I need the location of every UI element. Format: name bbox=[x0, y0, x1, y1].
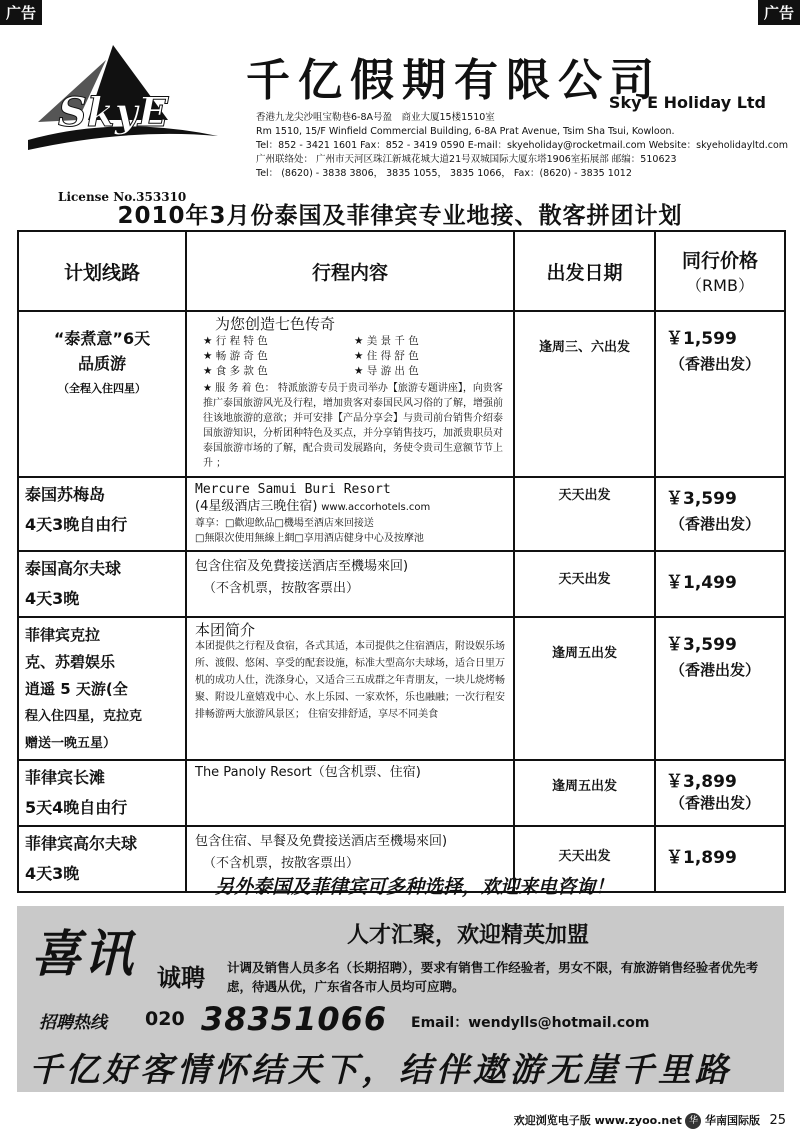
hiring-label: 诚聘 bbox=[157, 964, 205, 992]
price-cell bbox=[655, 617, 785, 760]
date-cell: 天天出发 bbox=[514, 551, 655, 617]
company-name-cn: 千亿假期有限公司 bbox=[246, 55, 662, 106]
company-address bbox=[256, 111, 788, 181]
perks-line: 尊享：□歡迎飲品□機場至酒店來回接送 bbox=[195, 518, 374, 529]
hotel-url: www.accorhotels.com bbox=[321, 502, 431, 513]
route-cell bbox=[18, 826, 186, 892]
route-line: 逍遥 5 天游(全 bbox=[25, 680, 128, 698]
header-price-label: 同行价格 bbox=[681, 250, 758, 272]
route-line: “泰煮意”6天 bbox=[53, 329, 151, 348]
address-line: Tel：852 - 3421 1601 Fax：852 - 3419 0590 E-mail：skyeholiday@rocketmail.com Website：skyeholidayltd.com bbox=[256, 140, 789, 151]
hotel-name: Mercure Samui Buri Resort bbox=[195, 482, 391, 497]
table-row bbox=[18, 617, 785, 760]
price-cell bbox=[655, 551, 785, 617]
date-cell: 天天出发 bbox=[514, 826, 655, 892]
address-line: 广州联络处： 广州市天河区珠江新城花城大道21号双城国际大厦东塔1906室拓展部 邮编：510623 bbox=[256, 154, 677, 165]
itinerary-line: The Panoly Resort（包含机票、住宿) bbox=[195, 765, 421, 780]
route-cell bbox=[18, 551, 186, 617]
price-note: （香港出发） bbox=[670, 661, 761, 679]
route-line: 4天3晚 bbox=[25, 864, 80, 883]
perks-line: □無限次使用無線上網□享用酒店健身中心及按摩池 bbox=[195, 533, 424, 544]
recruit-headline: 人才汇聚，欢迎精英加盟 bbox=[347, 923, 590, 948]
itinerary-cell bbox=[186, 477, 514, 551]
hotline-area-code: 020 bbox=[145, 1008, 185, 1030]
feature-item: ★ 食 多 款 色 bbox=[203, 365, 268, 377]
route-line: 菲律宾高尔夫球 bbox=[25, 834, 138, 853]
feature-item: ★ 住 得 舒 色 bbox=[354, 350, 419, 362]
table-row bbox=[18, 551, 785, 617]
price-value: ￥1,599 bbox=[666, 329, 737, 349]
brand-slogan: 千亿好客情怀结天下，结伴遨游无崖千里路 bbox=[29, 1050, 732, 1089]
tour-table bbox=[17, 230, 786, 893]
feature-item: ★ 畅 游 奇 色 bbox=[203, 350, 268, 362]
route-cell bbox=[18, 760, 186, 826]
table-row bbox=[18, 311, 785, 477]
company-header bbox=[0, 18, 800, 204]
address-line: 香港九龙尖沙咀宝勒巷6-8A号盈 商业大厦15楼1510室 bbox=[256, 112, 495, 123]
table-row bbox=[18, 477, 785, 551]
itinerary-line: （不含机票，按散客票出） bbox=[203, 581, 360, 596]
service-text: ★ 服 务 着 色： 特派旅游专员于贵司举办【旅游专题讲座】，向贵客推广泰国旅游风光及行程，增加贵客对泰国民风习俗的了解，增强前往该地旅游的意欲；并可安排【产品分享会】与贵司前台销售介绍泰国旅游知识，分析团种特色及买点，并分享销售技巧，加派贵职员对泰国旅游市场的了解，配合贵司发展路向，务使令贵司生意额节节上升 ； bbox=[203, 383, 503, 469]
itinerary-cell bbox=[186, 617, 514, 760]
contact-slogan: 另外泰国及菲律宾可多种选择，欢迎来电咨询！ bbox=[215, 876, 615, 898]
itinerary-description: 本团提供之行程及食宿，各式其适，本司提供之住宿酒店，附设娱乐场所、渡假、悠闲、享受的配套设施，标准大型高尔夫球场，适合日里万机的成功人仕，洗涤身心，又适合三五成群之年青朋友，一块儿烧烤畅聚、附设儿童嬉戏中心、水上乐园、一家欢怀，乐也融融；一次行程安排畅游两大旅游风景区； 住宿安排舒适，享尽不同美食 bbox=[195, 641, 505, 720]
address-line: Rm 1510, 15/F Winfield Commercial Building, 6-8A Prat Avenue, Tsim Sha Tsui, Kowloon. bbox=[256, 126, 675, 137]
table-row bbox=[18, 760, 785, 826]
price-note: （香港出发） bbox=[670, 794, 761, 812]
price-cell bbox=[655, 311, 785, 477]
route-cell bbox=[18, 617, 186, 760]
footer-edition: 华南国际版 bbox=[704, 1114, 760, 1127]
feature-item: ★ 行 程 特 色 bbox=[203, 335, 268, 347]
route-line: 品质游 bbox=[77, 354, 126, 373]
recruit-email: Email：wendylls@hotmail.com bbox=[411, 1015, 650, 1031]
route-cell bbox=[18, 477, 186, 551]
itinerary-line: 包含住宿、早餐及免費接送酒店至機場來回) bbox=[195, 834, 448, 849]
route-line: 4天3晚 bbox=[25, 589, 80, 608]
footer-site-text: 欢迎浏览电子版 www.zyoo.net bbox=[513, 1114, 682, 1127]
route-line: 克、苏碧娱乐 bbox=[25, 653, 116, 671]
route-note: （全程入住四星） bbox=[58, 382, 146, 395]
price-cell bbox=[655, 826, 785, 892]
feature-item: ★ 导 游 出 色 bbox=[354, 365, 419, 377]
route-line: 泰国高尔夫球 bbox=[25, 559, 122, 578]
hotel-stay: (4星级酒店三晚住宿) bbox=[195, 499, 318, 514]
route-line: 5天4晚自由行 bbox=[25, 798, 128, 817]
price-value: ￥3,899 bbox=[666, 772, 737, 792]
ad-tag-left: 广告 bbox=[0, 0, 42, 25]
address-line: Tel： (8620) - 3838 3806， 3835 1055， 3835 1066， Fax：(8620) - 3835 1012 bbox=[256, 168, 632, 179]
price-cell bbox=[655, 760, 785, 826]
price-note: （香港出发） bbox=[670, 355, 761, 373]
edition-badge-icon: 华 bbox=[685, 1113, 701, 1129]
ad-tag-right: 广告 bbox=[758, 0, 800, 25]
feature-list bbox=[195, 332, 505, 381]
price-cell bbox=[655, 477, 785, 551]
itinerary-line: 包含住宿及免費接送酒店至機場來回) bbox=[195, 559, 409, 574]
header-date: 出发日期 bbox=[514, 231, 655, 311]
page-footer bbox=[514, 1112, 786, 1129]
hiring-details: 计调及销售人员多名（长期招聘），要求有销售工作经验者，男女不限，有旅游销售经验者优先考虑，待遇从优，广东省各市人员均可应聘。 bbox=[227, 960, 759, 994]
hotline-label: 招聘热线 bbox=[39, 1013, 107, 1033]
itinerary-heading: 本团简介 bbox=[195, 621, 256, 639]
itinerary-cell bbox=[186, 311, 514, 477]
feature-item: ★ 美 景 千 色 bbox=[354, 335, 419, 347]
date-cell: 天天出发 bbox=[514, 477, 655, 551]
price-value: ￥3,599 bbox=[666, 489, 737, 509]
itinerary-cell bbox=[186, 551, 514, 617]
itinerary-heading: 为您创造七色传奇 bbox=[215, 315, 336, 333]
good-news-title: 喜讯 bbox=[31, 924, 135, 983]
price-note: （香港出发） bbox=[670, 515, 761, 533]
license-number: License No.353310 bbox=[58, 190, 187, 204]
header-route: 计划线路 bbox=[18, 231, 186, 311]
route-line: 4天3晚自由行 bbox=[25, 515, 128, 534]
logo-wordmark: SkyE bbox=[58, 89, 169, 136]
date-cell: 逢周三、六出发 bbox=[514, 311, 655, 477]
price-value: ￥1,899 bbox=[666, 848, 737, 868]
header-price bbox=[655, 231, 785, 311]
skye-logo bbox=[18, 40, 228, 204]
itinerary-cell bbox=[186, 760, 514, 826]
recruitment-banner bbox=[17, 906, 784, 1092]
page-number: 25 bbox=[769, 1113, 786, 1128]
price-value: ￥3,599 bbox=[666, 635, 737, 655]
sail-logo-icon bbox=[18, 40, 228, 180]
date-cell: 逢周五出发 bbox=[514, 617, 655, 760]
route-line: 程入住四星，克拉克 bbox=[25, 709, 143, 724]
price-value: ￥1,499 bbox=[666, 573, 737, 593]
date-cell: 逢周五出发 bbox=[514, 760, 655, 826]
route-line: 菲律宾长滩 bbox=[25, 768, 106, 787]
table-header-row bbox=[18, 231, 785, 311]
route-line: 赠送一晚五星） bbox=[25, 736, 117, 751]
header-itinerary: 行程内容 bbox=[186, 231, 514, 311]
hotline-number: 38351066 bbox=[201, 1000, 388, 1038]
company-name-en: Sky E Holiday Ltd bbox=[608, 93, 766, 112]
plan-title: 2010年3月份泰国及菲律宾专业地接、散客拼团计划 bbox=[117, 203, 683, 229]
route-cell bbox=[18, 311, 186, 477]
route-line: 泰国苏梅岛 bbox=[25, 485, 106, 504]
itinerary-line: （不含机票，按散客票出） bbox=[203, 856, 360, 871]
route-line: 菲律宾克拉 bbox=[25, 626, 101, 644]
header-currency: （RMB） bbox=[686, 276, 754, 295]
